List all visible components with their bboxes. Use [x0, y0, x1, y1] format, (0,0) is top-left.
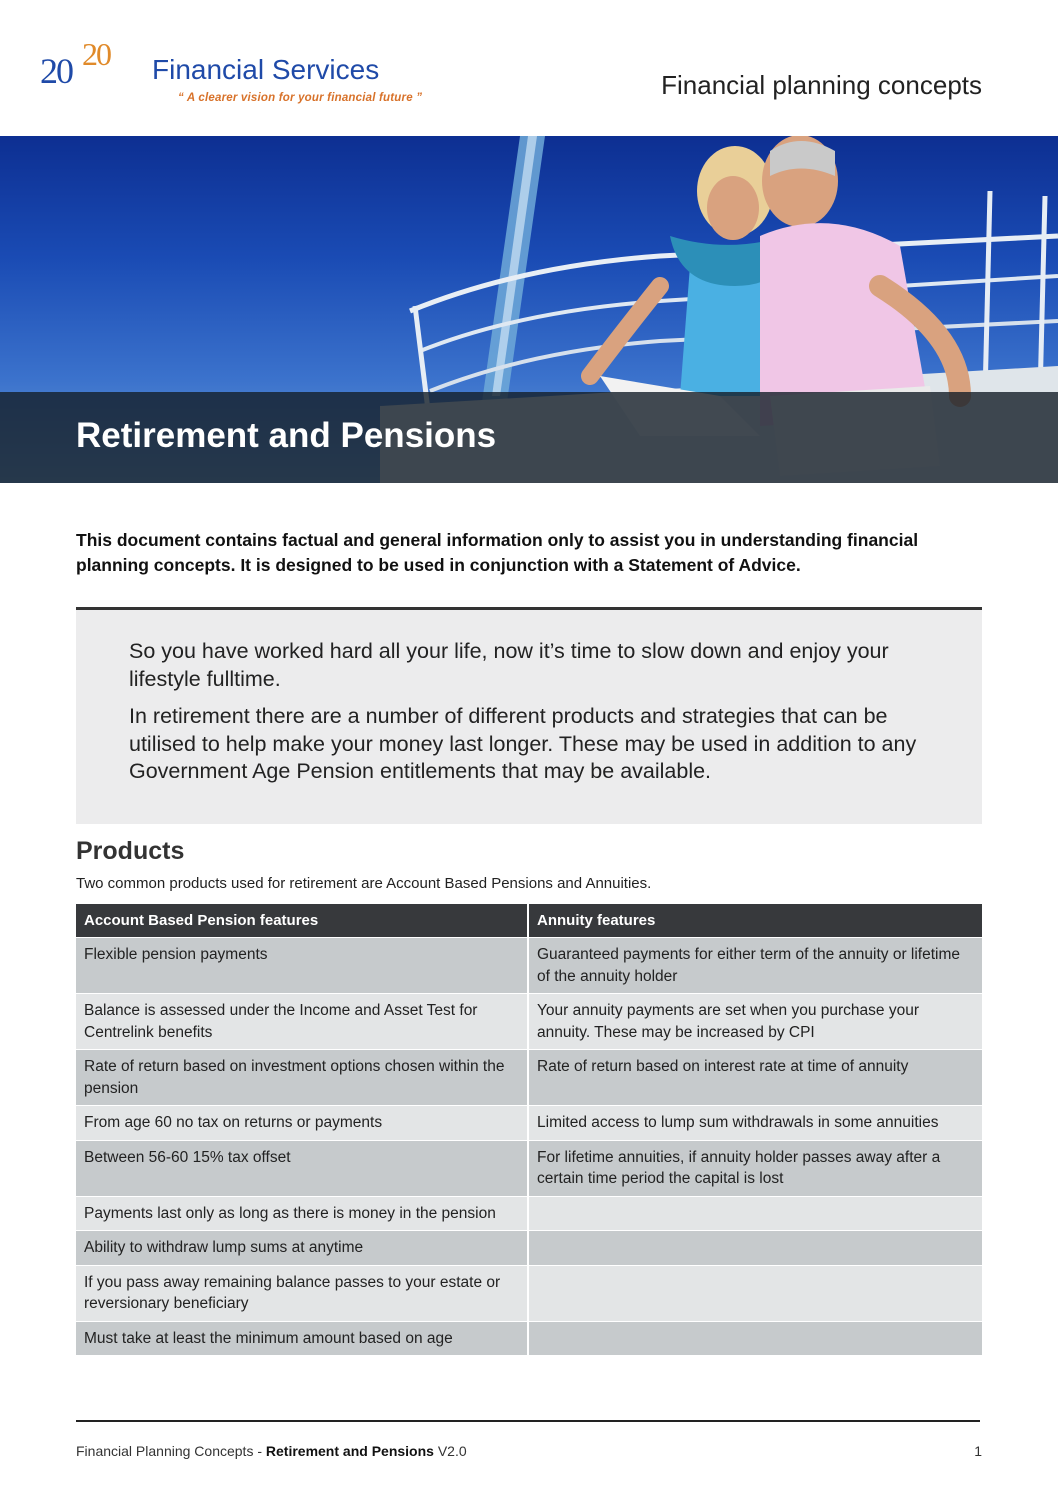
hero-image [0, 136, 1058, 483]
table-row [76, 1196, 982, 1231]
logo-company-name: Financial Services [152, 54, 380, 85]
footer-text [76, 1443, 467, 1459]
table-cell: Must take at least the minimum amount based on age [76, 1321, 529, 1356]
table-row [76, 1321, 982, 1356]
table-cell: Balance is assessed under the Income and Asset Test for Centrelink benefits [76, 993, 529, 1049]
logo-superscript: 20 [82, 36, 110, 72]
table-cell: For lifetime annuities, if annuity holder passes away after a certain time period the capital is lost [529, 1140, 982, 1196]
table-cell: Flexible pension payments [76, 937, 529, 993]
table-header-row [76, 904, 982, 937]
callout-paragraph-1: So you have worked hard all your life, now it’s time to slow down and enjoy your lifestyle fulltime. [129, 639, 889, 691]
footer-title: Retirement and Pensions [265, 1443, 434, 1459]
table-cell [529, 1230, 982, 1265]
callout-box [76, 607, 982, 824]
table-cell: Between 56-60 15% tax offset [76, 1140, 529, 1196]
section-subtitle: Two common products used for retirement are Account Based Pensions and Annuities. [76, 875, 652, 892]
hero-title-band [0, 392, 1058, 483]
table-cell: Your annuity payments are set when you purchase your annuity. These may be increased by CPI [529, 993, 982, 1049]
table-cell: Rate of return based on investment options chosen within the pension [76, 1049, 529, 1105]
table-row [76, 1105, 982, 1140]
footer-divider [76, 1420, 980, 1422]
page-title: Retirement and Pensions [76, 416, 497, 455]
column-header: Account Based Pension features [76, 904, 529, 937]
intro-disclaimer: This document contains factual and general information only to assist you in understanding financial planning concepts. It is designed to be used in conjunction with a Statement of Advice. [76, 530, 919, 575]
table-row [76, 1230, 982, 1265]
table-cell [529, 1196, 982, 1231]
table-row [76, 1140, 982, 1196]
table-cell [529, 1265, 982, 1321]
logo-number: 20 [40, 51, 72, 91]
table-cell: Rate of return based on interest rate at time of annuity [529, 1049, 982, 1105]
table-row [76, 993, 982, 1049]
page-number: 1 [974, 1443, 982, 1459]
table-cell: If you pass away remaining balance passes to your estate or reversionary beneficiary [76, 1265, 529, 1321]
company-logo [40, 36, 430, 110]
table-cell: From age 60 no tax on returns or payments [76, 1105, 529, 1140]
table-row [76, 1265, 982, 1321]
column-header: Annuity features [529, 904, 982, 937]
table-cell: Guaranteed payments for either term of the annuity or lifetime of the annuity holder [529, 937, 982, 993]
features-table [76, 904, 982, 1355]
table-cell: Payments last only as long as there is money in the pension [76, 1196, 529, 1231]
table-cell [529, 1321, 982, 1356]
callout-paragraph-2: In retirement there are a number of different products and strategies that can be utilised to help make your money last longer. These may be used in addition to any Government Age Pension entitlements that may be available. [129, 704, 917, 783]
table-cell: Limited access to lump sum withdrawals in some annuities [529, 1105, 982, 1140]
table-row [76, 1049, 982, 1105]
footer-version: V2.0 [433, 1443, 467, 1459]
section-title: Products [76, 837, 185, 865]
footer-prefix: Financial Planning Concepts - [76, 1443, 266, 1459]
table-row [76, 937, 982, 993]
logo-tagline: “ A clearer vision for your financial future ” [178, 92, 423, 104]
section-label: Financial planning concepts [661, 70, 982, 100]
table-cell: Ability to withdraw lump sums at anytime [76, 1230, 529, 1265]
